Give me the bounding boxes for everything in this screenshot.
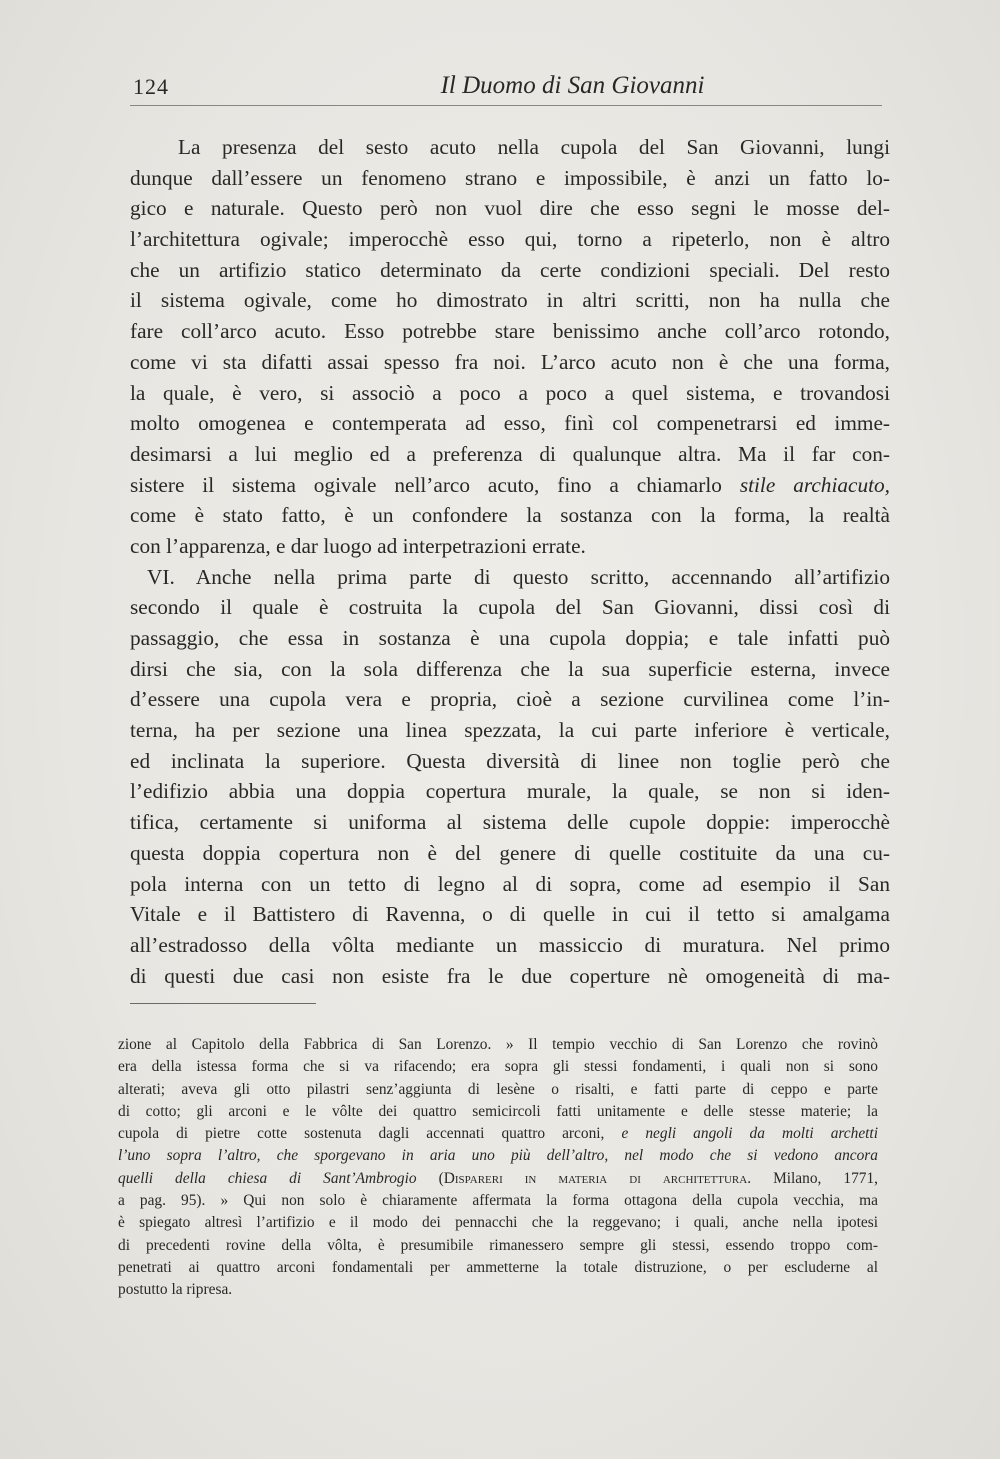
text-line: passaggio, che essa in sostanza è una cupola doppia; e tale infatti può [130, 626, 890, 650]
footnote [118, 1034, 878, 1302]
page-number: 124 [133, 74, 169, 99]
footnote-line: di cotto; gli arconi e le vôlte dei quattro semicircoli fatti unitamente e delle stesse materie; la [118, 1102, 878, 1120]
text-line-with-italic [130, 470, 890, 501]
text-line: terna, ha per sezione una linea spezzata, la cui parte inferiore è verticale, [130, 718, 890, 743]
footnote-italic: e negli angoli da molti archetti [621, 1125, 878, 1143]
text-line: il sistema ogivale, come ho dimostrato in altri scritti, non ha nulla che [130, 288, 890, 313]
footnote-line-with-italic [118, 1123, 878, 1145]
text-line: La presenza del sesto acuto nella cupola del San Giovanni, lungi [178, 135, 890, 159]
text-line: di questi due casi non esiste fra le due coperture nè omogeneità di ma- [130, 963, 890, 988]
footnote-line: alterati; aveva gli otto pilastri senz’aggiunta di lesène o risalti, e fatti parte di ceppo e parte [118, 1080, 878, 1098]
text-line: pola interna con un tetto di legno al di sopra, come ad esempio il San [130, 871, 890, 896]
text-line: come è stato fatto, è un confondere la sostanza con la forma, la realtà [130, 503, 890, 528]
footnote-rule [130, 1003, 316, 1004]
footnote-line: a pag. 95). » Qui non solo è chiaramente affermata la forma ottagona della cupola vecchia, ma [118, 1192, 878, 1210]
text-line: desimarsi a lui meglio ed a preferenza di qualunque altra. Ma il far con- [130, 441, 890, 466]
section-start-line: VI. Anche nella prima parte di questo scritto, accennando all’artifizio [147, 564, 890, 589]
text-line: tifica, certamente si uniforma al sistema delle cupole doppie: imperocchè [130, 810, 890, 835]
text-line: secondo il quale è costruita la cupola del San Giovanni, dissi così di [130, 595, 890, 620]
text-line: fare coll’arco acuto. Esso potrebbe stare benissimo anche coll’arco rotondo, [130, 319, 890, 344]
text-line: con l’apparenza, e dar luogo ad interpetrazioni errate. [130, 533, 586, 558]
footnote-source-title: (Dispareri in materia di architettura. [438, 1169, 752, 1187]
text-line: l’edifizio abbia una doppia copertura murale, la quale, se non si iden- [130, 779, 890, 804]
text-line: Vitale e il Battistero di Ravenna, o di quelle in cui il tetto si amalgama [130, 902, 890, 927]
text-line: gico e naturale. Questo però non vuol dire che esso segni le mosse del- [130, 196, 890, 221]
running-title: Il Duomo di San Giovanni [440, 72, 705, 99]
footnote-line: postutto la ripresa. [118, 1281, 233, 1299]
text-line: dirsi che sia, con la sola differenza che la sua superficie esterna, invece [130, 656, 890, 681]
footnote-line: era della istessa forma che si va rifacendo; era sopra gli stessi fondamenti, i quali non si sono [118, 1058, 878, 1076]
text-line: ed inclinata la superiore. Questa diversità di linee non toglie però che [130, 748, 890, 773]
text-line: come vi sta difatti assai spesso fra noi. L’arco acuto non è che una forma, [130, 349, 890, 374]
footnote-line-with-source [118, 1168, 878, 1190]
header-rule [130, 105, 882, 106]
text-line: d’essere una cupola vera e propria, cioè a sezione curvilinea come l’in- [130, 687, 890, 712]
text-line: all’estradosso della vôlta mediante un massiccio di muratura. Nel primo [130, 932, 890, 957]
text-line: questa doppia copertura non è del genere di quelle costituite da una cu- [130, 840, 890, 865]
footnote-source-detail: Milano, 1771, [773, 1169, 879, 1187]
footnote-italic: quelli della chiesa di Sant’Ambrogio [118, 1169, 417, 1187]
main-text [130, 132, 890, 991]
footnote-segment: cupola di pietre cotte sostenuta dagli accennati quattro arconi, [118, 1125, 605, 1143]
italic-phrase: stile archiacuto, [739, 472, 890, 497]
text-line: che un artifizio statico determinato da certe condizioni speciali. Del resto [130, 257, 890, 282]
text-line: la quale, è vero, si associò a poco a poco a quel sistema, e trovandosi [130, 380, 890, 405]
text-line: l’architettura ogivale; imperocchè esso qui, torno a ripeterlo, non è altro [130, 227, 890, 252]
footnote-line: penetrati ai quattro arconi fondamentali per ammetterne la totale distruzione, o per escluderne al [118, 1258, 878, 1276]
footnote-line: di precedenti rovine della vôlta, è presumibile rimanessero sempre gli stessi, essendo troppo com- [118, 1236, 878, 1254]
footnote-line-italic: l’uno sopra l’altro, che sporgevano in aria uno più dell’altro, nel modo che si vedono ancora [118, 1147, 878, 1165]
page-header [130, 70, 880, 106]
footnote-line: è spiegato altresì l’artifizio e il modo dei pennacchi che la reggevano; i quali, anche nella ipotesi [118, 1214, 878, 1232]
text-line: dunque dall’essere un fenomeno strano e impossibile, è anzi un fatto lo- [130, 165, 890, 190]
footnote-line: zione al Capitolo della Fabbrica di San Lorenzo. » Il tempio vecchio di San Lorenzo che rovinò [118, 1036, 878, 1053]
text-segment: sistere il sistema ogivale nell’arco acuto, fino a chiamarlo [130, 472, 722, 497]
text-line: molto omogenea e contemperata ad esso, finì col compenetrarsi ed imme- [130, 411, 890, 436]
